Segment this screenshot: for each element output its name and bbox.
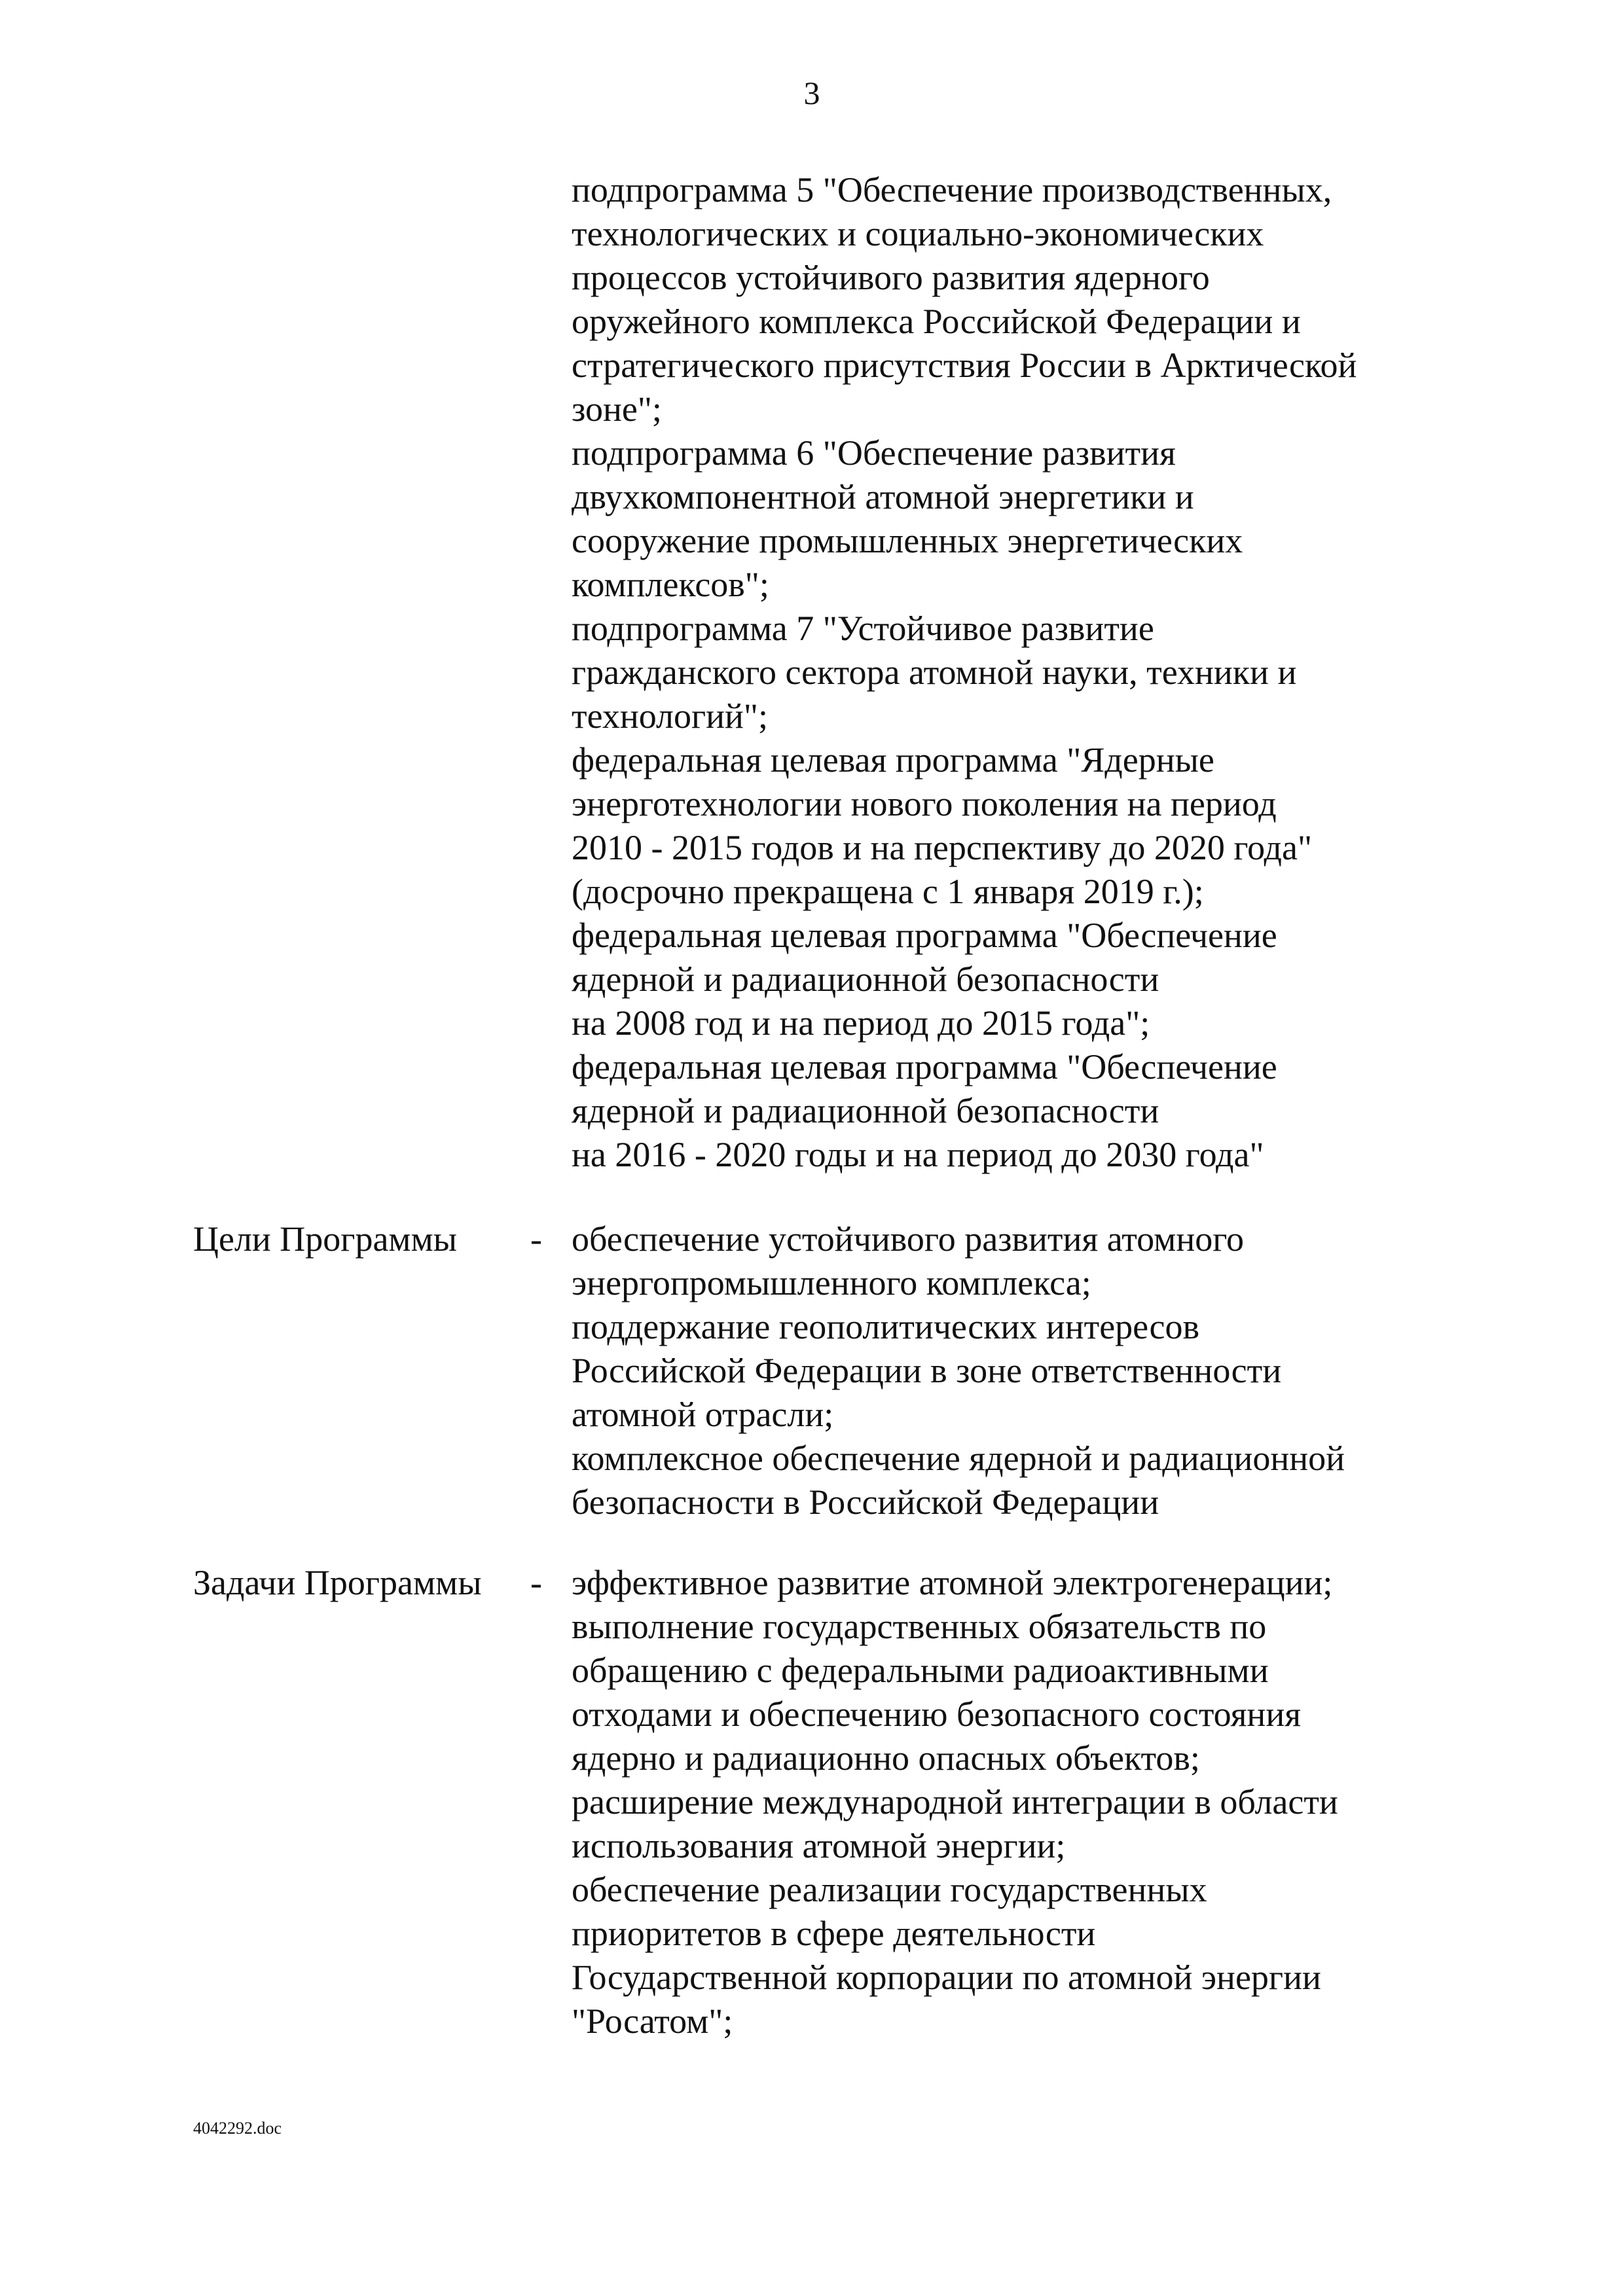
text-line: на 2008 год и на период до 2015 года"; bbox=[572, 1003, 1150, 1043]
footer-filename: 4042292.doc bbox=[193, 2119, 282, 2138]
text-line: Российской Федерации в зоне ответственности bbox=[572, 1351, 1282, 1390]
text-line: 2010 - 2015 годов и на перспективу до 2020 года" bbox=[572, 828, 1313, 867]
page-number: 3 bbox=[803, 75, 820, 111]
text-line: комплексное обеспечение ядерной и радиационной bbox=[572, 1439, 1345, 1478]
text-line: стратегического присутствия России в Арктической bbox=[572, 346, 1357, 385]
text-line: безопасности в Российской Федерации bbox=[572, 1482, 1159, 1522]
text-line: федеральная целевая программа "Обеспечение bbox=[572, 916, 1277, 955]
text-line: расширение международной интеграции в области bbox=[572, 1782, 1338, 1821]
goals-label: Цели Программы bbox=[193, 1219, 458, 1259]
text-line: федеральная целевая программа "Ядерные bbox=[572, 740, 1214, 780]
text-line: оружейного комплекса Российской Федерации и bbox=[572, 302, 1301, 341]
text-line: зоне"; bbox=[572, 389, 662, 429]
text-line: подпрограмма 5 "Обеспечение производственных, bbox=[572, 170, 1332, 209]
text-line: сооружение промышленных энергетических bbox=[572, 521, 1243, 560]
text-line: ядерно и радиационно опасных объектов; bbox=[572, 1738, 1200, 1778]
text-line: атомной отрасли; bbox=[572, 1395, 834, 1434]
text-line: подпрограмма 7 "Устойчивое развитие bbox=[572, 609, 1154, 648]
text-line: (досрочно прекращена с 1 января 2019 г.); bbox=[572, 872, 1204, 911]
text-line: обеспечение устойчивого развития атомного bbox=[572, 1219, 1245, 1259]
text-line: энерготехнологии нового поколения на период bbox=[572, 784, 1277, 823]
text-line: "Росатом"; bbox=[572, 2001, 733, 2041]
text-line: комплексов"; bbox=[572, 565, 769, 604]
text-line: технологических и социально-экономических bbox=[572, 214, 1264, 253]
text-line: использования атомной энергии; bbox=[572, 1826, 1066, 1865]
text-line: федеральная целевая программа "Обеспечение bbox=[572, 1047, 1277, 1086]
text-line: обеспечение реализации государственных bbox=[572, 1870, 1207, 1909]
text-line: отходами и обеспечению безопасного состояния bbox=[572, 1695, 1302, 1734]
text-line: эффективное развитие атомной электрогенерации; bbox=[572, 1563, 1333, 1602]
text-line: выполнение государственных обязательств по bbox=[572, 1607, 1267, 1646]
text-line: двухкомпонентной атомной энергетики и bbox=[572, 477, 1194, 516]
text-line: Государственной корпорации по атомной энергии bbox=[572, 1958, 1321, 1997]
subprograms-list bbox=[572, 168, 1527, 1177]
tasks-dash: - bbox=[530, 1563, 542, 1602]
goals-text bbox=[572, 1217, 1527, 1524]
text-line: технологий"; bbox=[572, 696, 768, 736]
text-line: гражданского сектора атомной науки, техники и bbox=[572, 653, 1297, 692]
text-line: ядерной и радиационной безопасности bbox=[572, 1091, 1159, 1130]
text-line: поддержание геополитических интересов bbox=[572, 1307, 1199, 1346]
text-line: энергопромышленного комплекса; bbox=[572, 1263, 1091, 1302]
text-line: процессов устойчивого развития ядерного bbox=[572, 258, 1210, 297]
text-line: приоритетов в сфере деятельности bbox=[572, 1914, 1096, 1953]
text-line: ядерной и радиационной безопасности bbox=[572, 960, 1159, 999]
text-line: на 2016 - 2020 годы и на период до 2030 года" bbox=[572, 1135, 1264, 1174]
tasks-label: Задачи Программы bbox=[193, 1563, 482, 1602]
goals-dash: - bbox=[530, 1219, 542, 1259]
text-line: обращению с федеральными радиоактивными bbox=[572, 1651, 1269, 1690]
text-line: подпрограмма 6 "Обеспечение развития bbox=[572, 433, 1176, 473]
tasks-text bbox=[572, 1561, 1527, 2043]
